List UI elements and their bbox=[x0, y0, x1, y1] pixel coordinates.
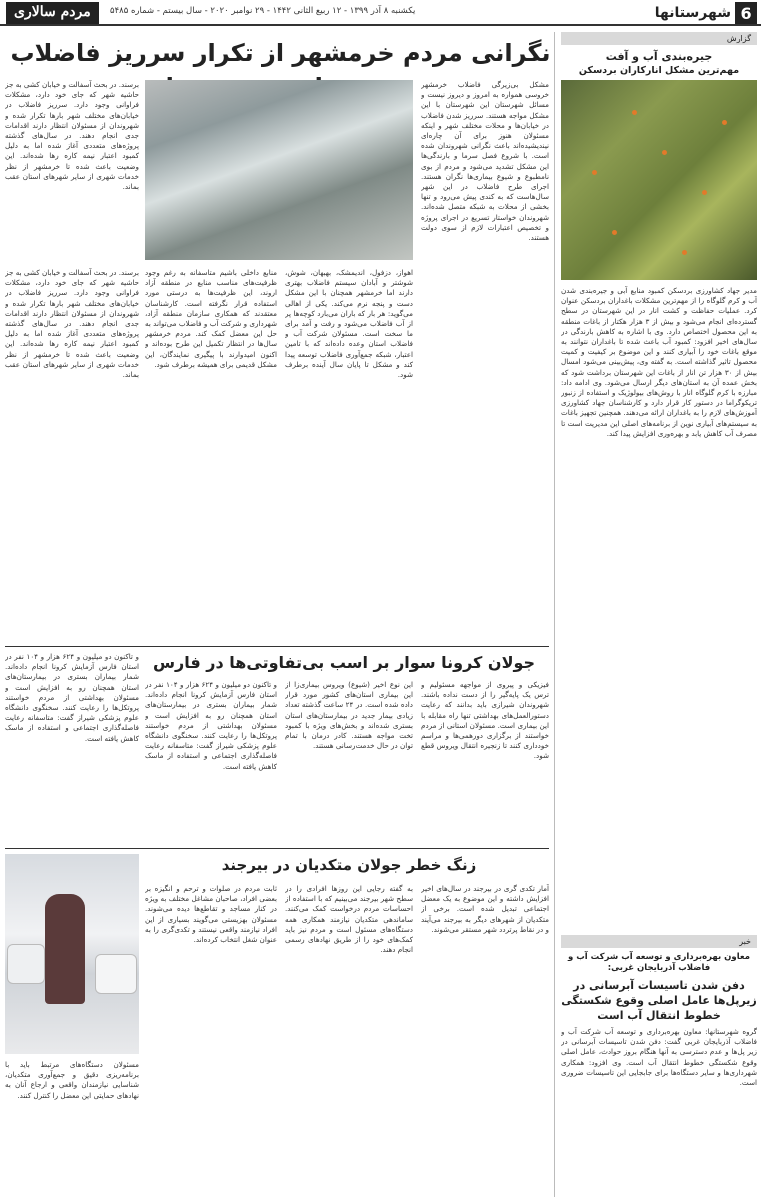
masthead bbox=[0, 0, 761, 26]
page-number: 6 bbox=[735, 2, 757, 24]
birjand-headline: زنگ خطر جولان متکدیان در بیرجند bbox=[221, 856, 477, 874]
birjand-col-1: ثابت مردم در صلوات و ترحم و انگیزه بر بعضی افراد، صاحبان مشاغل مختلف به ویژه در کنار مساجد و تقاطع‌ها دیده می‌شوند. مسئولان بهزیستی می‌گویند بسیاری از این افراد نیازمند واقعی نیستند و تکدی‌گری را به عنوان شغل انتخاب کرده‌اند. bbox=[145, 884, 277, 945]
main-col-4: برسند. در بحث آسفالت و خیابان کشی به جز حاشیه شهر که‌ جای خود دارد، مشکلات فراوانی وجود دارد. سرریز فاضلاب در خیابان‌های مختلف شهر بارها تکرار شده و شهروندان از مسئولان انتظار دارند اقدامات جدی انجام دهند. در سال‌های گذشته پروژه‌های متعددی آغاز شده اما به دلیل کمبود اعتبار نیمه کاره رها شده‌اند. این وضعیت باعث شده تا خرمشهر از نظر خدمات شهری از سایر شهرهای استان عقب بماند. bbox=[5, 268, 139, 380]
main-col-2: اهواز، دزفول، اندیمشک، بهبهان، شوش، شوشتر و آبادان سیستم فاضلاب بهتری دارند اما خرمشهر همچنان با این مشکل دست و پنجه نرم می‌کند. یکی از اهالی می‌گوید: هر بار که باران می‌بارد کوچه‌ها پر از آب فاضلاب می‌شود و رفت و آمد برای ما سخت است. مسئولان شرکت آب و فاضلاب استان وعده داده‌اند که با تامین اعتبار، شبکه جمع‌آوری فاضلاب توسعه پیدا کند و مشکل تا پایان سال آینده برطرف شود. bbox=[285, 268, 413, 380]
birjand-col-3: آمار تکدی گری در بیرجند در سال‌های اخیر افزایش داشته و این موضوع به یک معضل اجتماعی تبدیل شده است. برخی از متکدیان از شهرهای دیگر به بیرجند می‌آیند و در نقاط پرتردد شهر مستقر می‌شوند. bbox=[421, 884, 549, 934]
news-subtitle: معاون بهره‌برداری و توسعه آب شرکت آب و فاضلاب آذربایجان غربی: bbox=[568, 952, 750, 973]
main-col-4-top: برسند. در بحث آسفالت و خیابان کشی به جز حاشیه شهر که‌ جای خود دارد، مشکلات فراوانی وجود دارد. سرریز فاضلاب در خیابان‌های مختلف شهر بارها تکرار شده و شهروندان از مسئولان انتظار دارند اقدامات جدی انجام دهند. در سال‌های گذشته پروژه‌های متعددی آغاز شده اما به دلیل کمبود اعتبار نیمه کاره رها شده‌اند. این وضعیت باعث شده تا خرمشهر از نظر خدمات شهری از سایر شهرهای استان عقب بماند. bbox=[5, 80, 139, 192]
birjand-col-2: به گفته رجایی این روزها افرادی را در سطح شهر بیرجند می‌بینیم که با استفاده از احساسات مردم درخواست کمک می‌کنند. ساماندهی متکدیان نیازمند همکاری همه دستگاه‌های مسئول است و مردم نیز باید کمک‌های خود را از طریق نهادهای رسمی انجام دهند. bbox=[285, 884, 413, 955]
report-subtitle: مهم‌ترین مشکل انارکاران بردسکن bbox=[578, 65, 740, 76]
news-kicker: خبر bbox=[561, 935, 757, 948]
news-box bbox=[561, 935, 757, 1200]
fars-col-3: فیزیکی و پیروی از مواجهه مسئولیم و ترس یک پایه‌گیر را از دست نداده باشند. شهروندان شیرازی باید بدانند که رعایت دستورالعمل‌های بهداشتی تنها راه مقابله با این بیماری است. مسئولان استانی از مردم خواستند از برگزاری دورهمی‌ها و مراسم خودداری کنند تا زنجیره انتقال ویروس قطع شود. bbox=[421, 680, 549, 761]
report-kicker: گزارش bbox=[561, 32, 757, 45]
report-box bbox=[561, 32, 757, 926]
fars-col-2: این نوع اخیر (شیوع) ویروس بیماری‌زا از این بیماری استان‌های کشور مورد قرار داده شده است. در ۲۴ ساعت گذشته تعداد زیادی بیمار جدید در بیمارستان‌های استان بستری شده‌اند و بخش‌های ویژه با کمبود تخت مواجه هستند. کادر درمان با تمام توان در حال خدمت‌رسانی هستند. bbox=[285, 680, 413, 751]
section-name: شهرستانها bbox=[654, 5, 731, 21]
section-badge bbox=[655, 2, 757, 24]
news-title: دفن شدن تاسیسات آبرسانی در زیرپل‌ها عامل اصلی وقوع شکستگی خطوط انتقال آب است bbox=[561, 979, 757, 1022]
pomegranate-photo bbox=[561, 80, 757, 280]
date-line: یکشنبه ۸ آذر ۱۳۹۹ - ۱۲ ربیع الثانی ۱۴۴۲ - ۲۹ نوامبر ۲۰۲۰ - سال بیستم - شماره ۵۴۸۵ bbox=[110, 6, 416, 16]
report-title: جیره‌بندی آب و آفت bbox=[605, 50, 713, 63]
birjand-col-4: مسئولان دستگاه‌های مرتبط باید با برنامه‌ریزی دقیق و جمع‌آوری متکدیان، شناسایی نیازمندان واقعی و ارجاع آنان به نهادهای حمایتی این معضل را کنترل کنند. bbox=[5, 1060, 139, 1100]
main-headline: نگرانی مردم خرمشهر از تکرار سرریز فاضلاب bbox=[10, 39, 551, 67]
fars-col-1: و تاکنون دو میلیون و ۶۲۴ هزار و ۱۰۴ نفر در استان فارس آزمایش کرونا انجام داده‌اند. شمار بیماران بستری در بیمارستان‌های استان همچنان رو به افزایش است و مسئولان بهداشتی از مردم خواستند پروتکل‌ها را رعایت کنند. سخنگوی دانشگاه علوم پزشکی شیراز گفت: متاسفانه رعایت فاصله‌گذاری اجتماعی و استفاده از ماسک کاهش یافته است. bbox=[5, 652, 139, 743]
news-body: گروه شهرستانها: معاون بهره‌برداری و توسعه آب شرکت آب و فاضلاب آذربایجان غربی گفت: دفن شدن تاسیسات آبرسانی در زیر پل‌ها و عدم دسترسی به آنها هنگام بروز حوادث، عامل اصلی وقوع شکستگی خطوط انتقال آب است. وی افزود: همکاری شهرداری‌ها و سایر دستگاه‌ها برای جابجایی این تاسیسات ضروری است. bbox=[561, 1027, 757, 1088]
fars-headline: جولان کرونا سوار بر اسب بی‌تفاوتی‌ها در فارس bbox=[152, 653, 536, 672]
sewage-street-photo bbox=[145, 80, 413, 260]
report-body: مدیر جهاد کشاورزی بردسکن کمبود منابع آبی و جیره‌بندی شدن آب و کرم گلوگاه را از مهم‌ترین مشکلات باغداران بردسکن عنوان کرد. عملیات حفاظت و کشت انار در این شهرستان در سطح گسترده‌ای انجام می‌شود و بیش از ۳ هزار هکتار از باغات منطقه به این محصول اختصاص دارد. وی با اشاره به کاهش بارندگی در سال‌های اخیر افزود: کمبود آب باعث شده تا باغداران نتوانند به موقع باغات خود را آبیاری کنند و این موضوع بر کیفیت و کمیت محصول تاثیر گذاشته است. به گفته وی، پیش‌بینی می‌شود امسال بیش از ۳۰ هزار تن انار از باغات این شهرستان برداشت شود که بخش عمده آن به استان‌های دیگر ارسال می‌شود. وی ادامه داد: مبارزه با کرم گلوگاه انار با روش‌های بیولوژیک و استفاده از زنبور تریکوگراما در دستور کار قرار دارد و کارشناسان جهاد کشاورزی آموزش‌های لازم را به باغداران ارائه می‌دهند. همچنین تجهیز باغات به سیستم‌های آبیاری نوین از برنامه‌های اصلی این مدیریت است تا مصرف آب کاهش یابد و بهره‌وری افزایش پیدا کند. bbox=[561, 286, 757, 438]
beggar-snow-photo bbox=[5, 854, 139, 1054]
newspaper-logo: مردم سالاری bbox=[6, 2, 99, 24]
main-col-3: منابع داخلی باشیم متاسفانه به رغم وجود ظرفیت‌های مناسب منابع در منطقه آزاد اروند، این ظرفیت‌ها به درستی مورد استفاده قرار نگرفته است. کارشناسان معتقدند که همکاری سازمان منطقه آزاد، شهرداری و شرکت آب و فاضلاب می‌تواند به حل این معضل کمک کند. مردم خرمشهر سال‌ها در انتظار تکمیل این طرح بوده‌اند و اکنون امیدوارند با پیگیری نمایندگان، این مشکل قدیمی برای همیشه برطرف شود. bbox=[145, 268, 277, 369]
main-col-1: مشکل بی‌زیرگی فاضلاب خرمشهر خروسی همواره به امروز و دیروز نیست و مسائل شهرستان این شهرستان با این مشکل مواجه هستند. سرریز شدن فاضلاب در خیابان‌ها و محلات مختلف شهر و اینکه مسئولان هنوز برای آن چاره‌ای نیندیشیده‌اند باعث نگرانی شهروندان شده است. با شروع فصل سرما و بارندگی‌ها این مشکل تشدید می‌شود و مردم از بوی نامطبوع و شیوع بیماری‌ها نگران هستند. اجرای طرح فاضلاب در این شهر سال‌هاست که به کندی پیش می‌رود و تنها بخشی از محلات به شبکه متصل شده‌اند. شهروندان خواستار تسریع در اجرای پروژه و تخصیص اعتبارات لازم از سوی دولت هستند. bbox=[421, 80, 549, 243]
fars-col-1b: و تاکنون دو میلیون و ۶۲۴ هزار و ۱۰۴ نفر در استان فارس آزمایش کرونا انجام داده‌اند. شمار بیماران بستری در بیمارستان‌های استان همچنان رو به افزایش است و مسئولان بهداشتی از مردم خواستند پروتکل‌ها را رعایت کنند. سخنگوی دانشگاه علوم پزشکی شیراز گفت: متاسفانه رعایت فاصله‌گذاری اجتماعی و استفاده از ماسک کاهش یافته است. bbox=[145, 680, 277, 771]
